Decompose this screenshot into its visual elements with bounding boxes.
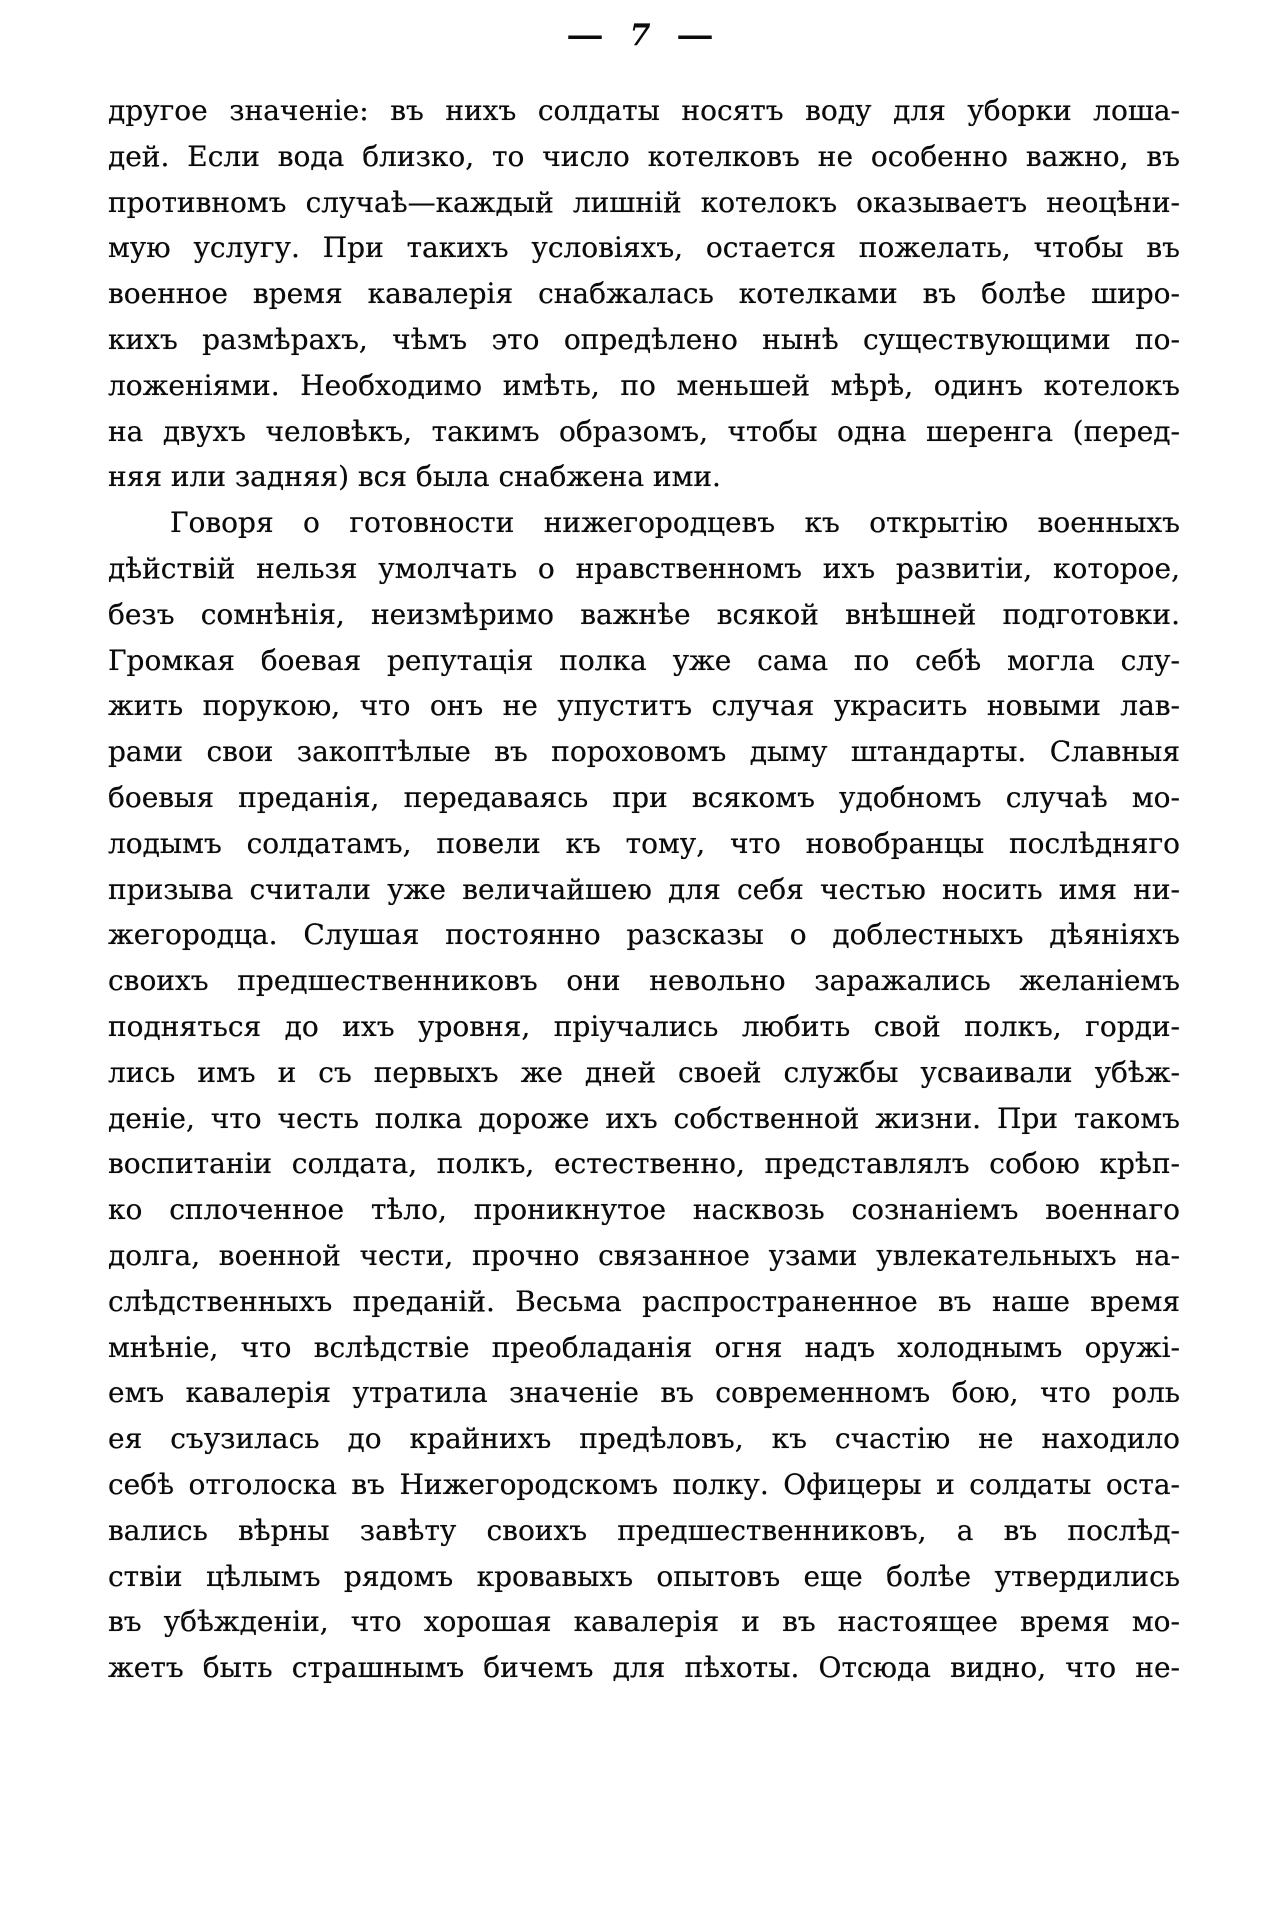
text-line: воспитаніи солдата, полкъ, естественно, представлялъ собою крѣп- xyxy=(108,1147,1180,1181)
page-header xyxy=(0,18,1280,53)
text-line: на двухъ человѣкъ, такимъ образомъ, чтобы одна шеренга (перед- xyxy=(108,414,1180,448)
text-line: жегородца. Слушая постоянно разсказы о доблестныхъ дѣяніяхъ xyxy=(108,918,1180,952)
header-dash-right: — xyxy=(676,18,715,53)
text-line: жетъ быть страшнымъ бичемъ для пѣхоты. Отсюда видно, что не- xyxy=(108,1651,1180,1685)
text-line: емъ кавалерія утратила значеніе въ современномъ бою, что роль xyxy=(108,1376,1180,1410)
text-line: подняться до ихъ уровня, пріучались любить свой полкъ, горди- xyxy=(108,1009,1180,1043)
text-line: призыва считали уже величайшею для себя честью носить имя ни- xyxy=(108,872,1180,906)
text-line: лодымъ солдатамъ, повели къ тому, что новобранцы послѣдняго xyxy=(108,826,1180,860)
text-line: своихъ предшественниковъ они невольно заражались желаніемъ xyxy=(108,964,1180,998)
text-line: безъ сомнѣнія, неизмѣримо важнѣе всякой внѣшней подготовки. xyxy=(108,597,1180,631)
text-line: няя или задняя) вся была снабжена ими. xyxy=(108,460,721,494)
text-line: Говоря о готовности нижегородцевъ къ открытію военныхъ xyxy=(170,506,1180,540)
header-dash-left: — xyxy=(565,18,604,53)
text-line: вались вѣрны завѣту своихъ предшественниковъ, а въ послѣд- xyxy=(108,1513,1180,1547)
text-line: дѣйствій нельзя умолчать о нравственномъ ихъ развитіи, которое, xyxy=(108,551,1180,585)
text-line: дей. Если вода близко, то число котелковъ не особенно важно, въ xyxy=(108,139,1180,173)
text-line: Громкая боевая репутація полка уже сама по себѣ могла слу- xyxy=(108,643,1180,677)
text-line: противномъ случаѣ—каждый лишній котелокъ оказываетъ неоцѣни- xyxy=(108,185,1180,219)
text-line: другое значеніе: въ нихъ солдаты носятъ воду для уборки лоша- xyxy=(108,94,1180,127)
text-line: слѣдственныхъ преданій. Весьма распространенное въ наше время xyxy=(108,1284,1180,1318)
text-line: въ убѣжденіи, что хорошая кавалерія и въ настоящее время мо- xyxy=(108,1605,1180,1639)
text-line: мнѣніе, что вслѣдствіе преобладанія огня надъ холоднымъ оружі- xyxy=(108,1330,1180,1364)
text-line: долга, военной чести, прочно связанное узами увлекательныхъ на- xyxy=(108,1238,1180,1272)
page-number: 7 xyxy=(629,18,651,53)
text-line: себѣ отголоска въ Нижегородскомъ полку. Офицеры и солдаты оста- xyxy=(108,1467,1180,1501)
body-text xyxy=(108,88,1180,1691)
text-line: ко сплоченное тѣло, проникнутое насквозь сознаніемъ военнаго xyxy=(108,1193,1180,1227)
text-line: кихъ размѣрахъ, чѣмъ это опредѣлено нынѣ существующими по- xyxy=(108,322,1180,356)
text-line: боевыя преданія, передаваясь при всякомъ удобномъ случаѣ мо- xyxy=(108,780,1180,814)
text-line: лись имъ и съ первыхъ же дней своей службы усваивали убѣж- xyxy=(108,1055,1180,1089)
text-line: военное время кавалерія снабжалась котелками въ болѣе широ- xyxy=(108,277,1180,311)
text-line: жить порукою, что онъ не упуститъ случая украсить новыми лав- xyxy=(108,689,1180,723)
text-line: рами свои закоптѣлые въ пороховомъ дыму штандарты. Славныя xyxy=(108,735,1180,769)
text-line: ея съузилась до крайнихъ предѣловъ, къ счастію не находило xyxy=(108,1422,1180,1456)
text-line: мую услугу. При такихъ условіяхъ, остается пожелать, чтобы въ xyxy=(108,231,1180,265)
text-line: ложеніями. Необходимо имѣть, по меньшей мѣрѣ, одинъ котелокъ xyxy=(108,368,1180,402)
text-line: ствіи цѣлымъ рядомъ кровавыхъ опытовъ еще болѣе утвердились xyxy=(108,1559,1180,1593)
text-line: деніе, что честь полка дороже ихъ собственной жизни. При такомъ xyxy=(108,1101,1180,1135)
